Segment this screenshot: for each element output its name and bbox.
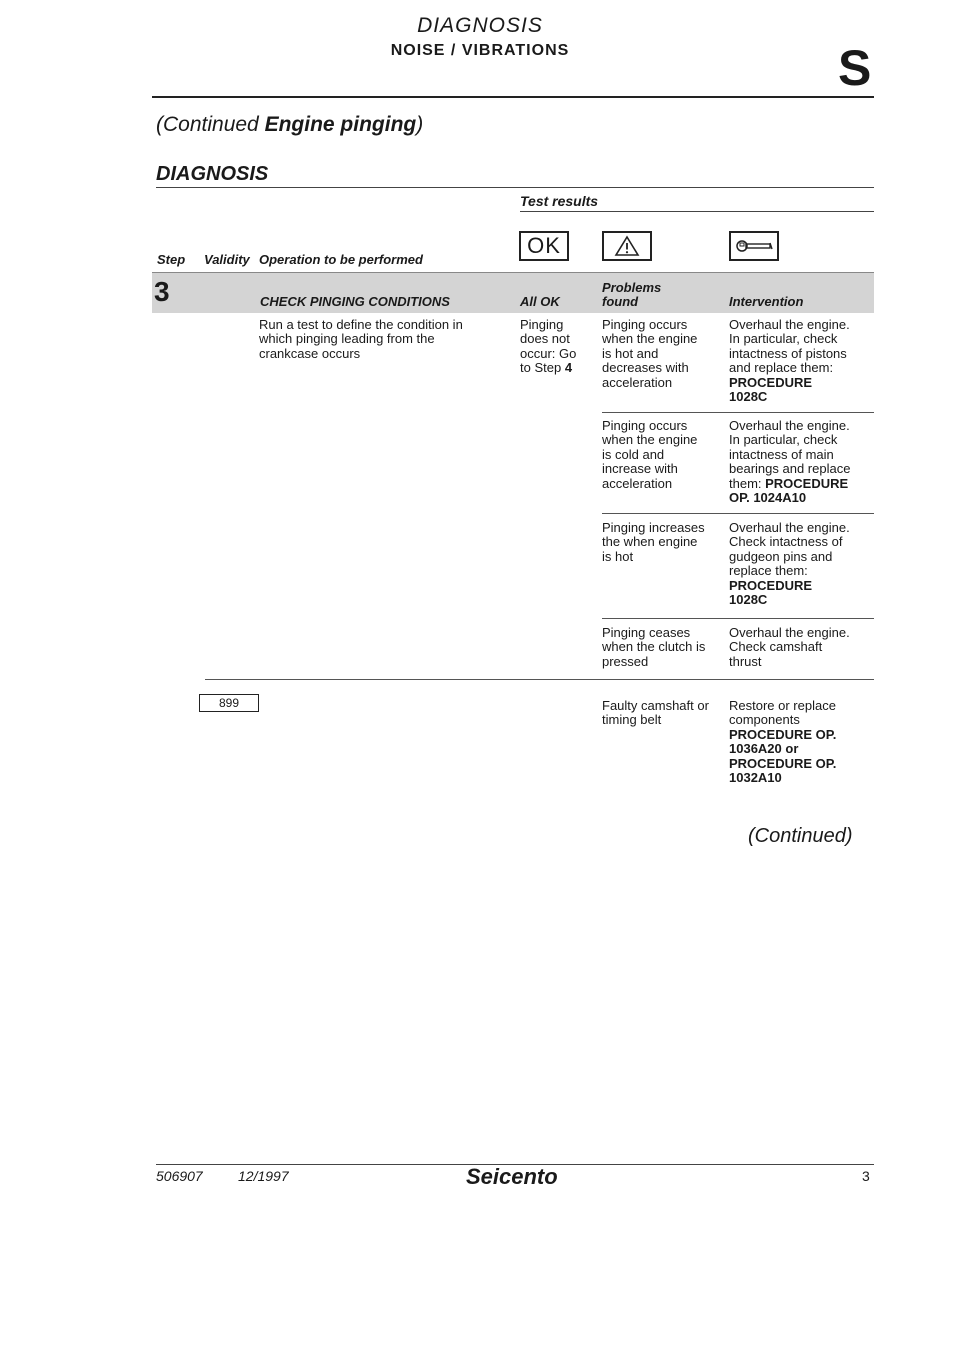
procedure-ref: PROCEDURE bbox=[765, 475, 849, 491]
procedure-ref: PROCEDURE bbox=[729, 374, 813, 390]
test-results-rule bbox=[520, 211, 874, 212]
problem-line: Pinging increases bbox=[602, 520, 705, 535]
warning-icon bbox=[602, 231, 652, 261]
problems-heading-line-1: Problems bbox=[602, 280, 662, 295]
column-operation: Operation to be performed bbox=[259, 252, 423, 267]
column-step: Step bbox=[157, 252, 186, 267]
continued-label: (Continued) bbox=[748, 825, 853, 847]
procedure-ref: 1028C bbox=[729, 389, 768, 405]
all-ok-line: Pinging bbox=[520, 317, 564, 332]
column-validity: Validity bbox=[204, 252, 250, 267]
problems-heading-line-2: found bbox=[602, 294, 639, 309]
continued-title-prefix: (Continued bbox=[156, 113, 265, 136]
procedure-ref: PROCEDURE OP. bbox=[729, 726, 837, 742]
intervention-line: and replace them: bbox=[729, 360, 834, 376]
intervention-line: Overhaul the engine. bbox=[729, 520, 850, 535]
intervention-line: Overhaul the engine. bbox=[729, 317, 850, 332]
validity-code-box: 899 bbox=[199, 694, 259, 712]
footer-date: 12/1997 bbox=[238, 1168, 289, 1184]
problem-line: is hot bbox=[602, 548, 634, 564]
problem-cell-1 bbox=[602, 318, 722, 390]
section-letter: S bbox=[838, 40, 872, 96]
intervention-inline-text: them: bbox=[729, 475, 766, 491]
problem-line: Pinging ceases bbox=[602, 625, 691, 640]
problem-line: when the engine bbox=[602, 331, 698, 347]
procedure-ref: 1028C bbox=[729, 592, 768, 608]
footer-doc-number: 506907 bbox=[156, 1168, 203, 1184]
problem-line: acceleration bbox=[602, 475, 673, 491]
intervention-line: replace them: bbox=[729, 563, 808, 579]
continued-title-suffix: ) bbox=[416, 113, 424, 136]
procedure-ref: PROCEDURE bbox=[729, 577, 813, 593]
all-ok-line bbox=[520, 361, 598, 375]
problem-line: when the clutch is bbox=[602, 639, 706, 655]
intervention-cell-1 bbox=[729, 318, 874, 404]
intervention-line: Check intactness of bbox=[729, 534, 843, 550]
ok-icon bbox=[519, 231, 569, 261]
wrench-glyph-icon bbox=[734, 236, 774, 256]
procedure-ref: 1036A20 or bbox=[729, 741, 799, 757]
operation-text bbox=[259, 318, 509, 361]
problem-line: decreases with bbox=[602, 360, 689, 376]
intervention-line: thrust bbox=[729, 653, 762, 669]
all-ok-line: does not bbox=[520, 331, 570, 347]
continued-title bbox=[156, 113, 423, 137]
intervention-line: bearings and replace bbox=[729, 461, 851, 477]
header-rule bbox=[152, 96, 874, 98]
problem-line: timing belt bbox=[602, 712, 662, 728]
step-number: 3 bbox=[154, 276, 170, 307]
problem-line: Pinging occurs bbox=[602, 418, 688, 433]
ok-icon-text: OK bbox=[527, 233, 561, 258]
intervention-line bbox=[729, 477, 874, 491]
all-ok-text bbox=[520, 318, 598, 376]
procedure-ref: PROCEDURE OP. bbox=[729, 755, 837, 771]
wrench-icon bbox=[729, 231, 779, 261]
header-title: DIAGNOSIS bbox=[417, 14, 543, 37]
section-rule bbox=[156, 187, 874, 188]
problem-line: is hot and bbox=[602, 345, 659, 361]
intervention-line: intactness of pistons bbox=[729, 345, 847, 361]
continued-title-bold: Engine pinging bbox=[264, 113, 417, 136]
procedure-ref: 1032A10 bbox=[729, 770, 782, 786]
row-divider bbox=[602, 412, 874, 413]
intervention-line: Check camshaft bbox=[729, 639, 823, 655]
section-title: DIAGNOSIS bbox=[156, 163, 269, 185]
row-divider bbox=[602, 513, 874, 514]
problem-line: Faulty camshaft or bbox=[602, 698, 709, 713]
problem-line: increase with bbox=[602, 461, 678, 477]
intervention-line: Overhaul the engine. bbox=[729, 418, 850, 433]
intervention-cell-5 bbox=[729, 699, 874, 785]
test-results-label: Test results bbox=[520, 193, 599, 209]
step-separator bbox=[205, 679, 874, 680]
problem-line: Pinging occurs bbox=[602, 317, 688, 332]
problem-line: is cold and bbox=[602, 446, 665, 462]
intervention-line: Restore or replace bbox=[729, 698, 836, 713]
all-ok-line: occur: Go bbox=[520, 345, 577, 361]
problem-line: when the engine bbox=[602, 432, 698, 448]
intervention-cell-3 bbox=[729, 521, 874, 607]
problem-cell-2 bbox=[602, 419, 722, 491]
all-ok-line-text: to Step bbox=[520, 360, 565, 376]
footer-brand-logo: Seicento bbox=[466, 1164, 558, 1189]
intervention-line: Overhaul the engine. bbox=[729, 625, 850, 640]
problem-cell-3 bbox=[602, 521, 726, 564]
problem-cell-4 bbox=[602, 626, 726, 669]
intervention-line: intactness of main bbox=[729, 446, 834, 462]
intervention-line: components bbox=[729, 712, 800, 728]
intervention-line: In particular, check bbox=[729, 331, 838, 347]
intervention-cell-4 bbox=[729, 626, 874, 669]
problem-line: acceleration bbox=[602, 374, 673, 390]
intervention-line: gudgeon pins and bbox=[729, 548, 833, 564]
header-subtitle: NOISE / VIBRATIONS bbox=[390, 42, 570, 59]
all-ok-step-number: 4 bbox=[564, 360, 573, 376]
problem-line: pressed bbox=[602, 653, 649, 669]
step-title: CHECK PINGING CONDITIONS bbox=[260, 294, 450, 309]
operation-line: Run a test to define the condition in bbox=[259, 317, 463, 332]
all-ok-heading: All OK bbox=[520, 294, 560, 309]
intervention-line: In particular, check bbox=[729, 432, 838, 448]
intervention-heading: Intervention bbox=[729, 294, 804, 309]
footer-page-number: 3 bbox=[862, 1168, 870, 1184]
problem-cell-5 bbox=[602, 699, 726, 728]
warning-triangle-icon bbox=[614, 235, 640, 257]
intervention-cell-2 bbox=[729, 419, 874, 505]
procedure-ref: OP. 1024A10 bbox=[729, 490, 807, 506]
row-divider bbox=[602, 618, 874, 619]
problem-line: the when engine bbox=[602, 534, 698, 550]
operation-line: crankcase occurs bbox=[259, 345, 361, 361]
operation-line: which pinging leading from the bbox=[259, 331, 435, 347]
